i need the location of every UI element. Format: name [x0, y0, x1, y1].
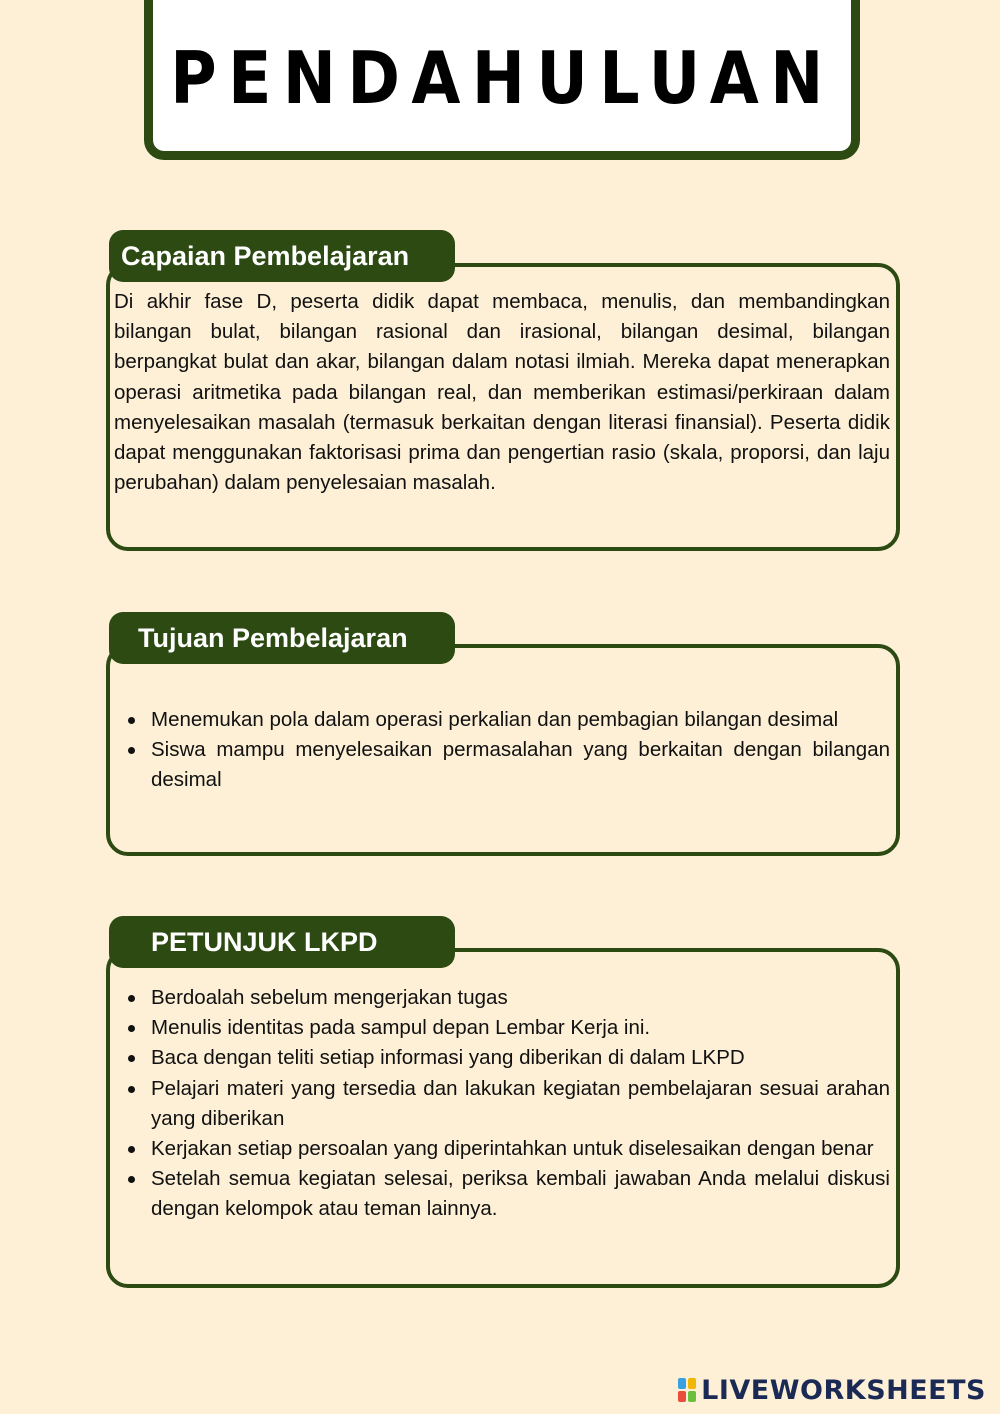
bullet-icon [128, 1146, 135, 1153]
list-item: Baca dengan teliti setiap informasi yang diberikan di dalam LKPD [114, 1043, 890, 1073]
liveworksheets-brand[interactable] [677, 1374, 986, 1406]
capaian-text: Di akhir fase D, peserta didik dapat membaca, menulis, dan membandingkan bilangan bulat, bilangan rasional dan irasional, bilangan desimal, bilangan berpangkat bulat dan akar, bilangan dalam notasi ilmiah. Mereka dapat menerapkan operasi aritmetika pada bilangan real, dan memberikan estimasi/perkiraan dalam menyelesaikan masalah (termasuk berkaitan dengan literasi finansial). Peserta didik dapat menggunakan faktorisasi prima dan pengertian rasio (skala, proporsi, dan laju perubahan) dalam penyelesaian masalah. [114, 290, 890, 495]
liveworksheets-logo-icon [677, 1377, 697, 1403]
page-title: PENDAHULUAN [169, 36, 835, 120]
bullet-icon [128, 1055, 135, 1062]
bullet-icon [128, 717, 135, 724]
list-item: Menemukan pola dalam operasi perkalian dan pembagian bilangan desimal [114, 705, 890, 735]
list-item: Setelah semua kegiatan selesai, periksa kembali jawaban Anda melalui diskusi dengan kelompok atau teman lainnya. [114, 1164, 890, 1224]
list-item: Berdoalah sebelum mengerjakan tugas [114, 983, 890, 1013]
title-box [144, 0, 860, 160]
list-item: Siswa mampu menyelesaikan permasalahan yang berkaitan dengan bilangan desimal [114, 735, 890, 795]
bullet-icon [128, 995, 135, 1002]
bullet-icon [128, 747, 135, 754]
petunjuk-list [114, 983, 890, 1225]
bullet-icon [128, 1086, 135, 1093]
bullet-icon [128, 1176, 135, 1183]
petunjuk-label: PETUNJUK LKPD [109, 916, 455, 968]
brand-text: LIVEWORKSHEETS [701, 1374, 986, 1406]
tujuan-label: Tujuan Pembelajaran [109, 612, 455, 664]
list-item: Menulis identitas pada sampul depan Lembar Kerja ini. [114, 1013, 890, 1043]
list-item: Pelajari materi yang tersedia dan lakukan kegiatan pembelajaran sesuai arahan yang diberikan [114, 1074, 890, 1134]
capaian-label: Capaian Pembelajaran [109, 230, 455, 282]
bullet-icon [128, 1025, 135, 1032]
tujuan-list [114, 705, 890, 796]
list-item: Kerjakan setiap persoalan yang diperintahkan untuk diselesaikan dengan benar [114, 1134, 890, 1164]
